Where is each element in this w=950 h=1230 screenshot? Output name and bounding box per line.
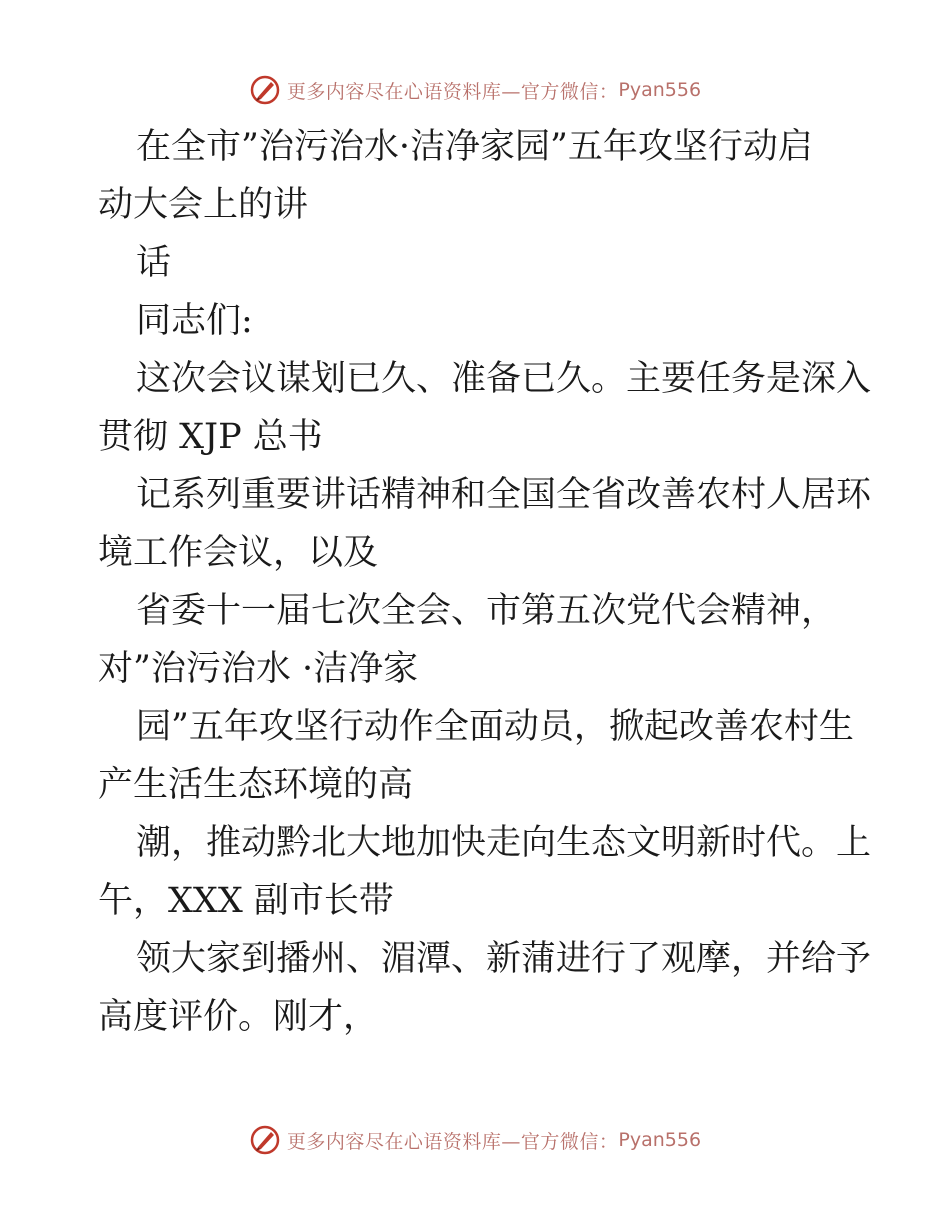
text-line: 园”五年攻坚行动作全面动员，掀起改善农村生	[136, 707, 854, 747]
text-line: 境工作会议，以及	[98, 533, 379, 573]
text-line: 对”治污治水 ·洁净家	[98, 649, 419, 689]
watermark-id: Pyan556	[618, 79, 702, 101]
pen-logo-icon	[249, 74, 281, 106]
title-line-3: 话	[136, 243, 172, 283]
watermark-text: 更多内容尽在心语资料库—官方微信：	[286, 1130, 619, 1153]
text-line: 这次会议谋划已久、准备已久。主要任务是深入	[136, 359, 872, 399]
text-line: 潮，推动黔北大地加快走向生态文明新时代。上	[136, 823, 872, 863]
header-watermark	[0, 70, 950, 110]
watermark-text: 更多内容尽在心语资料库—官方微信：	[286, 80, 619, 103]
text-line: 产生活生态环境的高	[98, 765, 414, 805]
text-line: 记系列重要讲话精神和全国全省改善农村人居环	[136, 475, 872, 515]
text-line: 领大家到播州、湄潭、新蒲进行了观摩，并给予	[136, 939, 872, 979]
text-line: 省委十一届七次全会、市第五次党代会精神，	[136, 591, 837, 631]
pen-logo-icon	[249, 1124, 281, 1156]
salutation: 同志们:	[136, 301, 253, 341]
watermark-id: Pyan556	[618, 1129, 702, 1151]
title-line-1: 在全市”治污治水·洁净家园”五年攻坚行动启	[136, 127, 813, 167]
document-body	[98, 118, 872, 1046]
text-line: 午，XXX 副市长带	[98, 881, 394, 921]
text-line: 高度评价。刚才，	[98, 997, 379, 1037]
text-line: 贯彻 XJP 总书	[98, 417, 323, 457]
title-line-2: 动大会上的讲	[98, 185, 309, 225]
footer-watermark	[0, 1120, 950, 1160]
